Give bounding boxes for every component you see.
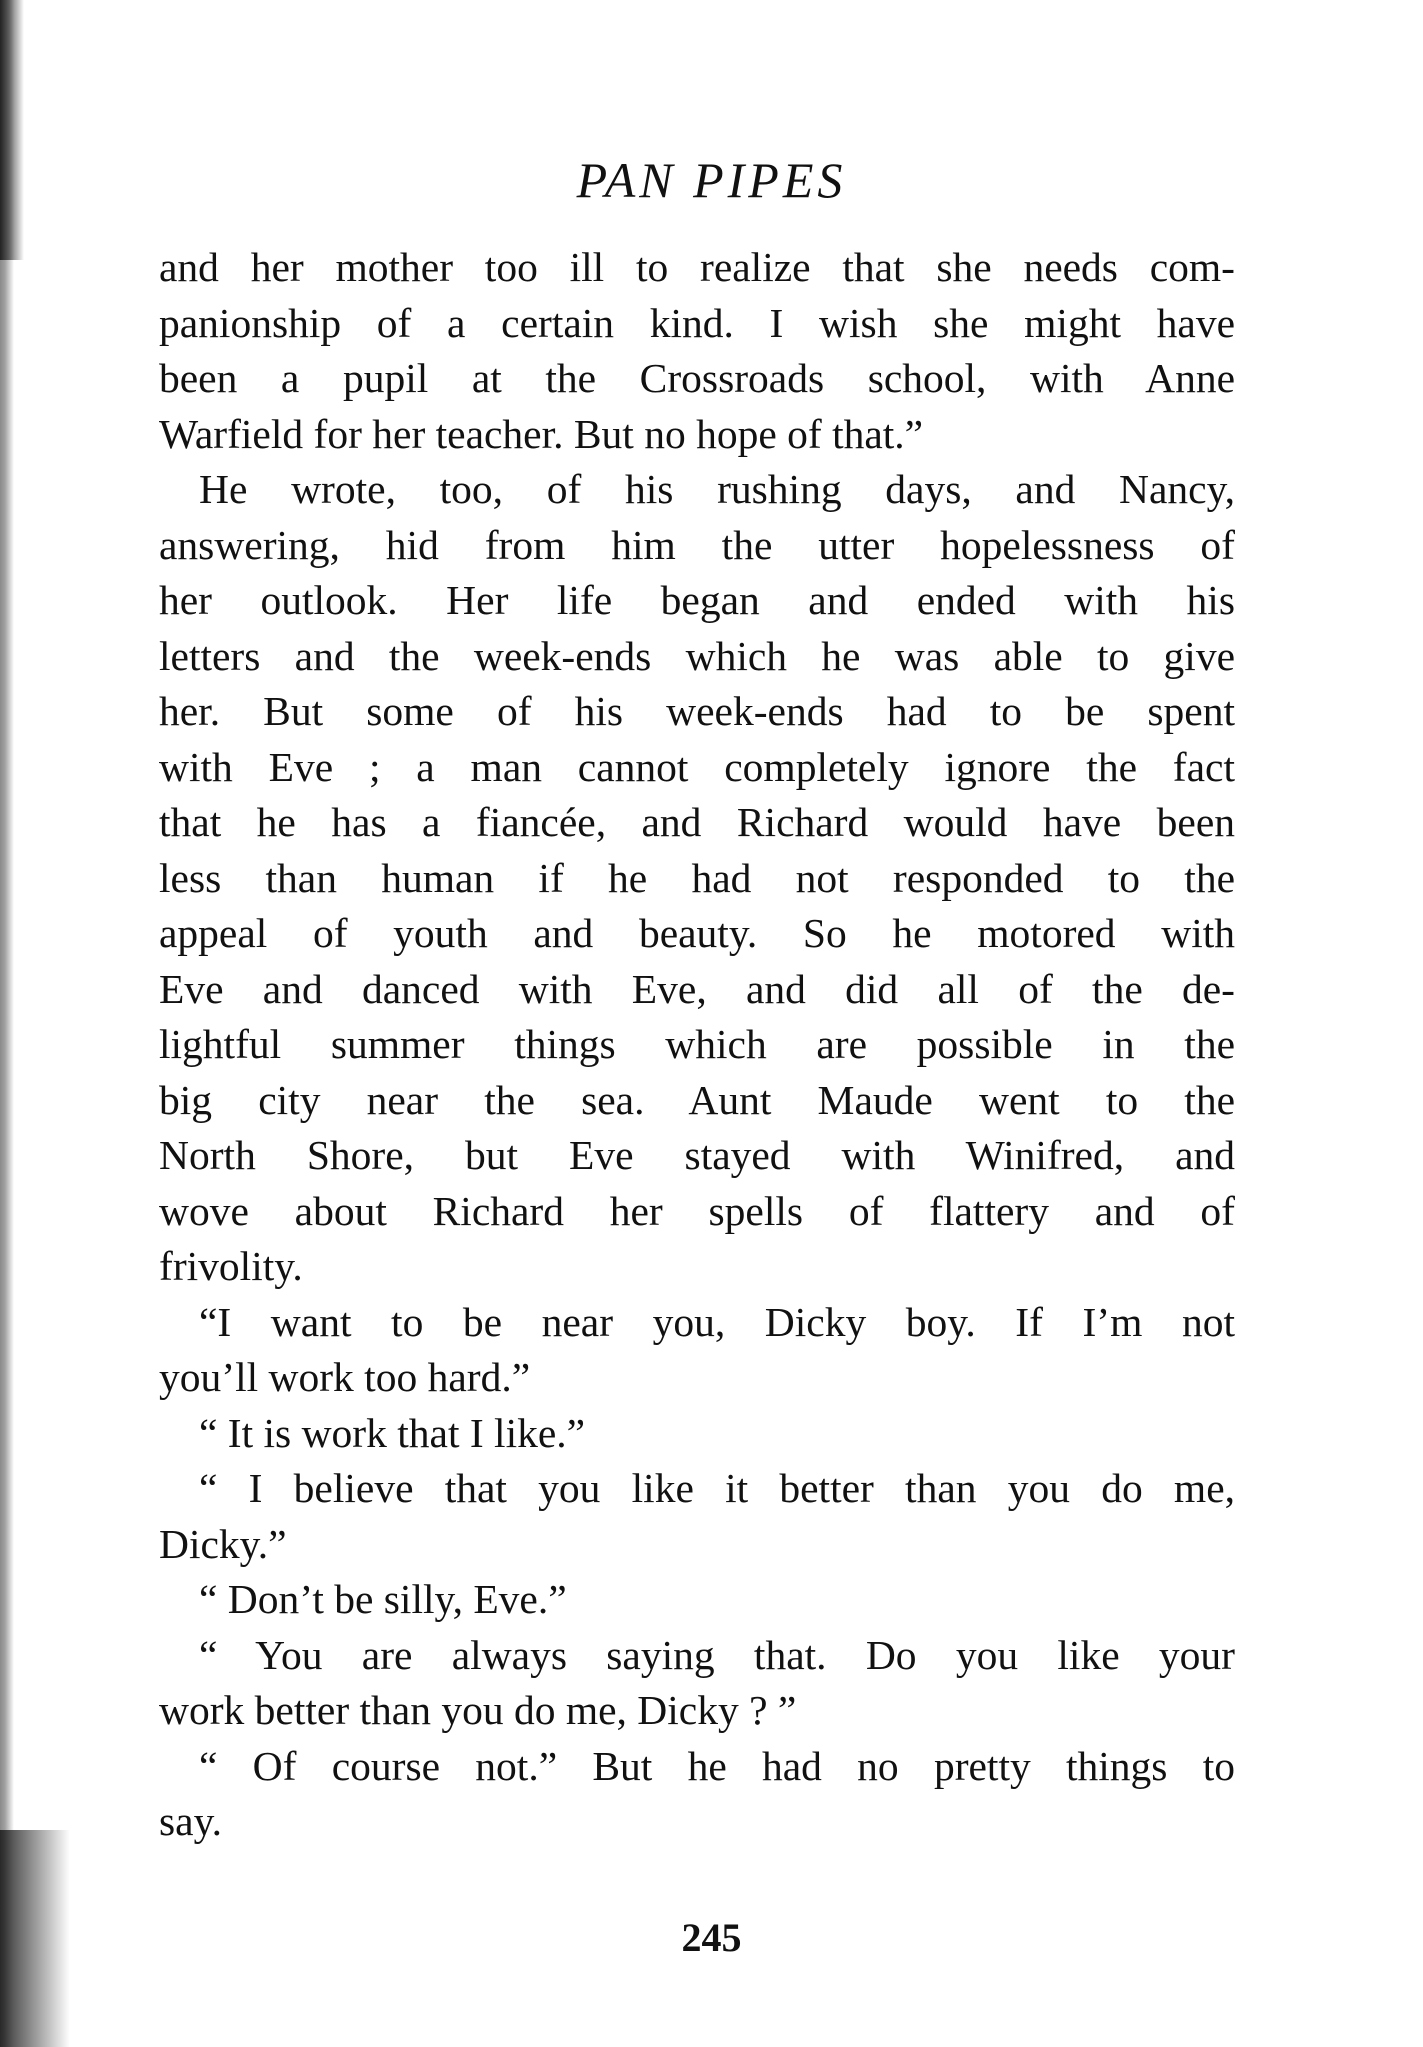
page-binding-edge	[0, 0, 14, 2047]
text-line: Eve and danced with Eve, and did all of the de-	[159, 965, 1235, 1012]
text-line: work better than you do me, Dicky ? ”	[159, 1687, 797, 1733]
text-line: and her mother too ill to realize that she needs com-	[159, 244, 1235, 290]
text-line: panionship of a certain kind. I wish she might have	[159, 299, 1235, 346]
text-line: frivolity.	[159, 1243, 303, 1289]
paragraph-5	[159, 1461, 1235, 1572]
text-line: with Eve ; a man cannot completely ignore the fact	[159, 743, 1235, 790]
text-line: “ It is work that I like.”	[199, 1409, 586, 1456]
text-line: say.	[159, 1798, 222, 1844]
text-line: her. But some of his week-ends had to be spent	[159, 688, 1235, 734]
paragraph-6	[159, 1572, 1235, 1628]
text-line: wove about Richard her spells of flattery and of	[159, 1187, 1235, 1234]
paragraph-1	[159, 240, 1235, 462]
paragraph-4	[159, 1406, 1235, 1462]
text-line: letters and the week-ends which he was able to give	[159, 632, 1235, 679]
running-head: PAN PIPES	[576, 152, 847, 208]
text-line: her outlook. Her life began and ended with his	[159, 577, 1235, 623]
paragraph-2	[159, 462, 1235, 1295]
page-binding-edge-top	[0, 0, 24, 260]
text-line: North Shore, but Eve stayed with Winifred, and	[159, 1132, 1235, 1178]
text-line: answering, hid from him the utter hopelessness of	[159, 521, 1235, 568]
text-line: lightful summer things which are possible in the	[159, 1021, 1235, 1067]
text-line: that he has a fiancée, and Richard would have been	[159, 799, 1235, 845]
page-number: 245	[681, 1915, 742, 1960]
text-line: “ Of course not.” But he had no pretty things to	[199, 1742, 1235, 1789]
text-line: “ Don’t be silly, Eve.”	[199, 1576, 567, 1622]
text-line: He wrote, too, of his rushing days, and Nancy,	[199, 466, 1235, 512]
body-text	[159, 240, 1235, 1850]
paragraph-8	[159, 1739, 1235, 1850]
text-line: appeal of youth and beauty. So he motored with	[159, 910, 1235, 956]
text-line: Warfield for her teacher. But no hope of that.”	[159, 410, 924, 457]
text-line: Dicky.”	[159, 1520, 287, 1567]
text-line: “I want to be near you, Dicky boy. If I’m not	[199, 1298, 1235, 1345]
text-line: been a pupil at the Crossroads school, with Anne	[159, 355, 1235, 401]
text-line: big city near the sea. Aunt Maude went to the	[159, 1076, 1235, 1123]
paragraph-3	[159, 1295, 1235, 1406]
text-line: less than human if he had not responded to the	[159, 854, 1235, 901]
text-line: “ You are always saying that. Do you like your	[199, 1631, 1235, 1678]
text-line: you’ll work too hard.”	[159, 1354, 531, 1400]
text-line: “ I believe that you like it better than you do me,	[199, 1465, 1235, 1511]
paragraph-7	[159, 1628, 1235, 1739]
